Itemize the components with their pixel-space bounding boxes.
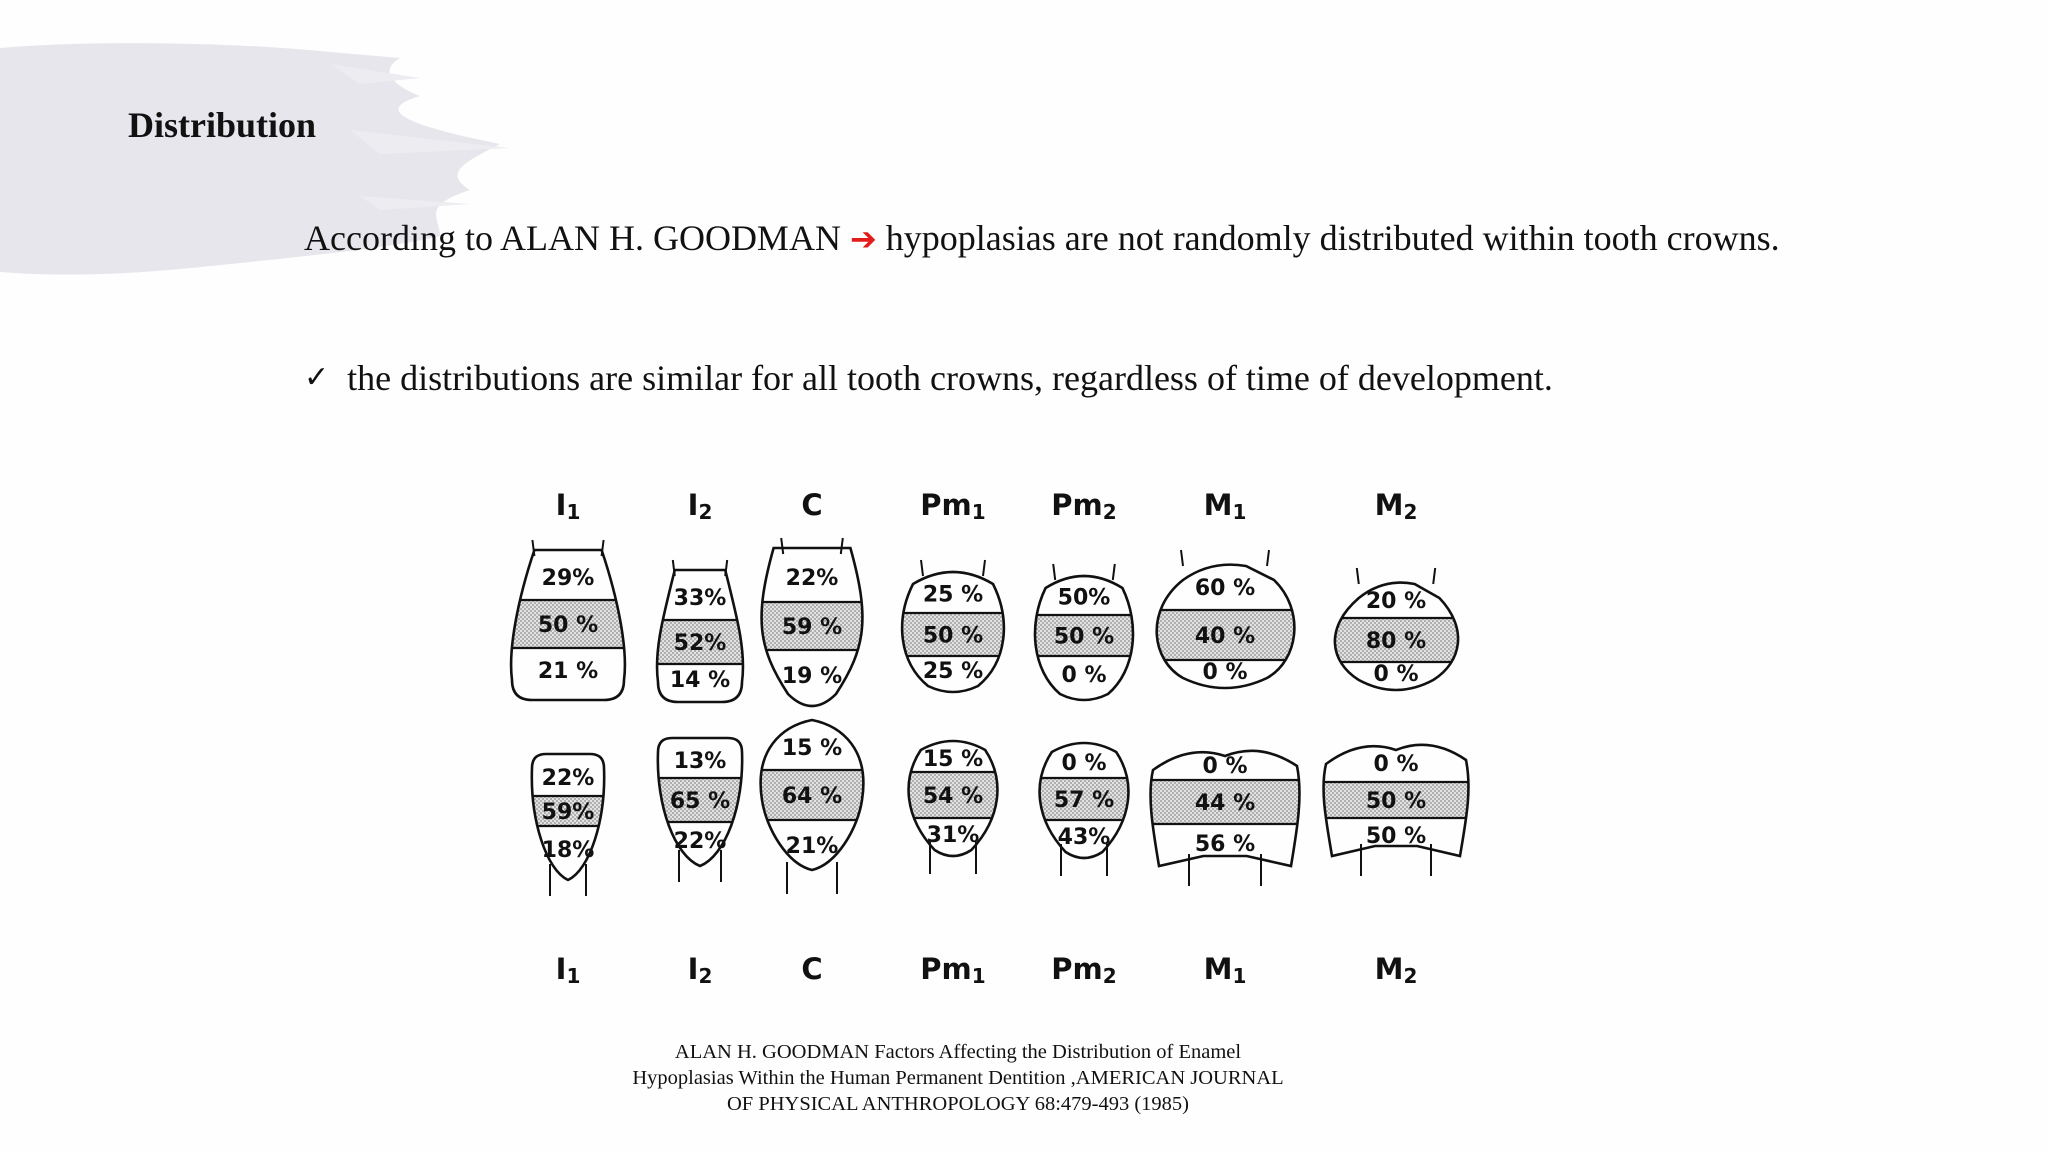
upper-pct-pm1-0: 25 %	[922, 582, 984, 608]
lower-tooth-c	[742, 720, 882, 894]
lower-pct-i1-1: 59%	[541, 800, 595, 825]
brush-stroke-decoration	[0, 40, 520, 310]
lower-pct-pm1-1: 54 %	[922, 784, 984, 809]
slide-title: Distribution	[128, 105, 317, 145]
lower-tooth-i1	[512, 754, 624, 896]
upper-pct-pm1-1: 50 %	[922, 623, 984, 649]
upper-pct-i1-2: 21 %	[537, 659, 599, 684]
intro-text-end: hypoplasias are not randomly distributed within tooth crowns.	[876, 218, 1780, 258]
upper-pct-c-2: 19 %	[781, 664, 843, 689]
upper-tooth-label-6: M2	[1374, 488, 1418, 524]
bullet-text: the distributions are similar for all tooth crowns, regardless of time of development.	[347, 358, 1553, 398]
upper-pct-m1-2: 0 %	[1202, 660, 1248, 685]
upper-tooth-i2	[638, 560, 762, 702]
upper-pct-pm1-2: 25 %	[922, 659, 984, 684]
caption-line: ALAN H. GOODMAN Factors Affecting the Distribution of Enamel	[674, 1041, 1242, 1063]
lower-pct-pm1-0: 15 %	[922, 747, 984, 772]
lower-tooth-i2	[638, 738, 762, 882]
upper-pct-i2-2: 14 %	[669, 668, 731, 693]
lower-pct-i2-0: 13%	[673, 749, 727, 774]
upper-tooth-m2	[1314, 568, 1478, 690]
lower-tooth-m2	[1306, 745, 1486, 876]
lower-pct-m1-0: 0 %	[1202, 754, 1248, 779]
upper-pct-m2-2: 0 %	[1373, 662, 1419, 687]
upper-pct-pm2-2: 0 %	[1061, 663, 1107, 688]
upper-tooth-label-5: M1	[1203, 488, 1247, 524]
tooth-distribution-diagram	[490, 470, 1530, 1000]
lower-pct-m1-2: 56 %	[1194, 832, 1256, 857]
upper-pct-m1-1: 40 %	[1194, 624, 1256, 649]
lower-tooth-label-3: Pm1	[920, 952, 986, 988]
reference-caption	[560, 1039, 1356, 1117]
lower-pct-pm2-0: 0 %	[1061, 751, 1107, 776]
upper-pct-m2-0: 20 %	[1365, 589, 1427, 614]
upper-pct-i1-1: 50 %	[537, 613, 599, 638]
upper-pct-i2-1: 52%	[673, 631, 727, 656]
caption-line: OF PHYSICAL ANTHROPOLOGY 68:479-493 (1985)	[726, 1093, 1190, 1115]
upper-pct-pm2-1: 50 %	[1053, 624, 1115, 650]
lower-pct-c-1: 64 %	[781, 784, 843, 809]
lower-tooth-label-5: M1	[1203, 952, 1247, 988]
upper-pct-i1-0: 29%	[541, 566, 595, 591]
upper-tooth-label-3: Pm1	[920, 488, 986, 524]
lower-tooth-pm2	[1018, 743, 1150, 876]
upper-pct-c-1: 59 %	[781, 615, 843, 640]
upper-pct-m2-1: 80 %	[1365, 629, 1427, 654]
upper-tooth-pm1	[883, 560, 1023, 692]
lower-tooth-label-1: I2	[687, 952, 713, 988]
lower-pct-i2-2: 22%	[673, 829, 727, 854]
lower-pct-c-2: 21%	[785, 834, 839, 859]
upper-tooth-label-2: C	[801, 488, 823, 522]
upper-pct-i2-0: 33%	[673, 586, 727, 611]
lower-pct-i1-2: 18%	[541, 838, 595, 863]
upper-pct-c-0: 22%	[785, 566, 839, 591]
lower-pct-c-0: 15 %	[781, 736, 843, 761]
caption-line: Hypoplasias Within the Human Permanent Dentition ,AMERICAN JOURNAL	[632, 1067, 1284, 1089]
lower-pct-m2-1: 50 %	[1365, 789, 1427, 814]
upper-tooth-label-4: Pm2	[1051, 488, 1117, 524]
upper-tooth-m1	[1135, 550, 1315, 688]
red-arrow-icon: ➔	[849, 220, 877, 258]
lower-tooth-label-2: C	[801, 952, 823, 986]
lower-tooth-label-6: M2	[1374, 952, 1418, 988]
lower-pct-pm1-2: 31%	[926, 823, 980, 848]
checkmark-icon: ✓	[304, 360, 330, 395]
upper-pct-pm2-0: 50%	[1057, 585, 1111, 611]
bullet-point	[304, 354, 1804, 402]
upper-tooth-c	[744, 538, 880, 706]
lower-tooth-label-0: I1	[555, 952, 581, 988]
lower-pct-m1-1: 44 %	[1194, 791, 1256, 816]
lower-pct-m2-2: 50 %	[1365, 824, 1427, 849]
lower-pct-i1-0: 22%	[541, 766, 595, 791]
lower-tooth-pm1	[887, 741, 1019, 874]
upper-tooth-label-1: I2	[687, 488, 713, 524]
upper-pct-m1-0: 60 %	[1194, 576, 1256, 601]
lower-tooth-label-4: Pm2	[1051, 952, 1117, 988]
upper-tooth-i1	[492, 540, 644, 700]
upper-tooth-label-0: I1	[555, 488, 581, 524]
intro-text-start: According to ALAN H. GOODMAN	[304, 218, 850, 258]
lower-tooth-m1	[1133, 751, 1317, 886]
lower-pct-pm2-1: 57 %	[1053, 788, 1115, 813]
lower-pct-m2-0: 0 %	[1373, 752, 1419, 777]
lower-pct-i2-1: 65 %	[669, 789, 731, 814]
upper-tooth-pm2	[1016, 564, 1152, 700]
intro-paragraph	[304, 214, 1784, 263]
lower-pct-pm2-2: 43%	[1057, 825, 1111, 850]
